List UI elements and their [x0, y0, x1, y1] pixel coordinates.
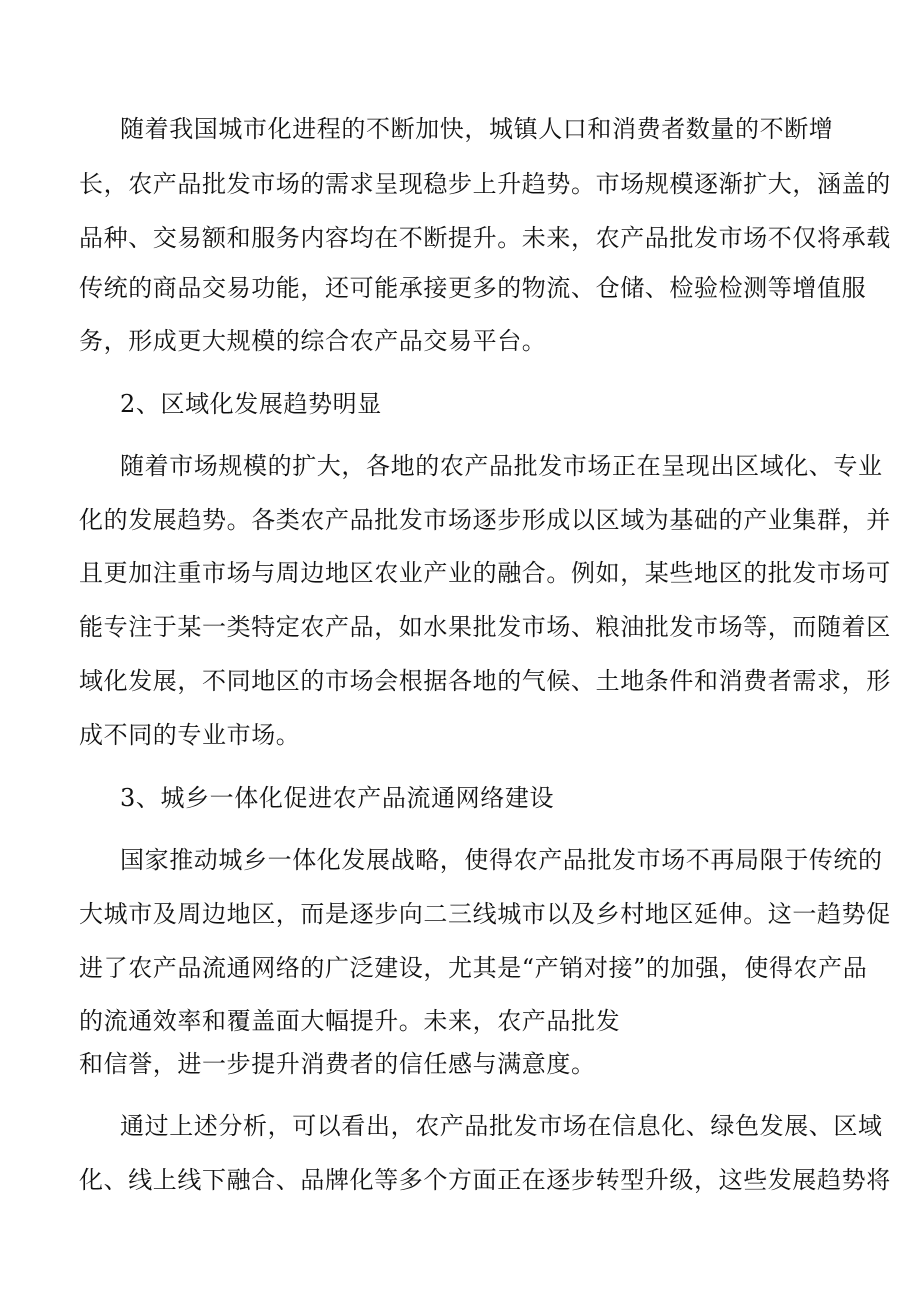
paragraph-2-line-5: 域化发展，不同地区的市场会根据各地的气候、土地条件和消费者需求，形 [79, 667, 891, 695]
paragraph-2-line-3: 且更加注重市场与周边地区农业产业的融合。例如，某些地区的批发市场可 [79, 559, 891, 587]
paragraph-3-line-3: 进了农产品流通网络的广泛建设，尤其是“产销对接”的加强，使得农产品 [79, 954, 868, 982]
paragraph-3-line-5: 和信誉，进一步提升消费者的信任感与满意度。 [79, 1050, 596, 1078]
paragraph-1-line-3: 品种、交易额和服务内容均在不断提升。未来，农产品批发市场不仅将承载 [79, 224, 891, 252]
paragraph-3-line-1: 国家推动城乡一体化发展战略，使得农产品批发市场不再局限于传统的 [120, 846, 883, 874]
paragraph-3-line-4: 的流通效率和覆盖面大幅提升。未来，农产品批发 [79, 1007, 621, 1035]
paragraph-1-line-2: 长，农产品批发市场的需求呈现稳步上升趋势。市场规模逐渐扩大，涵盖的 [79, 170, 891, 198]
section-heading-2: 2、区域化发展趋势明显 [120, 390, 382, 418]
paragraph-2-line-2: 化的发展趋势。各类农产品批发市场逐步形成以区域为基础的产业集群，并 [79, 506, 891, 534]
paragraph-3-line-2: 大城市及周边地区，而是逐步向二三线城市以及乡村地区延伸。这一趋势促 [79, 900, 891, 928]
paragraph-1-line-5: 务，形成更大规模的综合农产品交易平台。 [79, 327, 547, 355]
paragraph-2-line-1: 随着市场规模的扩大，各地的农产品批发市场正在呈现出区域化、专业 [120, 452, 883, 480]
paragraph-1-line-4: 传统的商品交易功能，还可能承接更多的物流、仓储、检验检测等增值服 [79, 274, 867, 302]
paragraph-2-line-6: 成不同的专业市场。 [79, 721, 301, 749]
paragraph-4-line-2: 化、线上线下融合、品牌化等多个方面正在逐步转型升级，这些发展趋势将 [79, 1166, 891, 1194]
paragraph-1-line-1: 随着我国城市化进程的不断加快，城镇人口和消费者数量的不断增 [120, 115, 834, 143]
section-heading-3: 3、城乡一体化促进农产品流通网络建设 [120, 784, 555, 812]
paragraph-4-line-1: 通过上述分析，可以看出，农产品批发市场在信息化、绿色发展、区域 [120, 1112, 883, 1140]
paragraph-2-line-4: 能专注于某一类特定农产品，如水果批发市场、粮油批发市场等，而随着区 [79, 613, 891, 641]
